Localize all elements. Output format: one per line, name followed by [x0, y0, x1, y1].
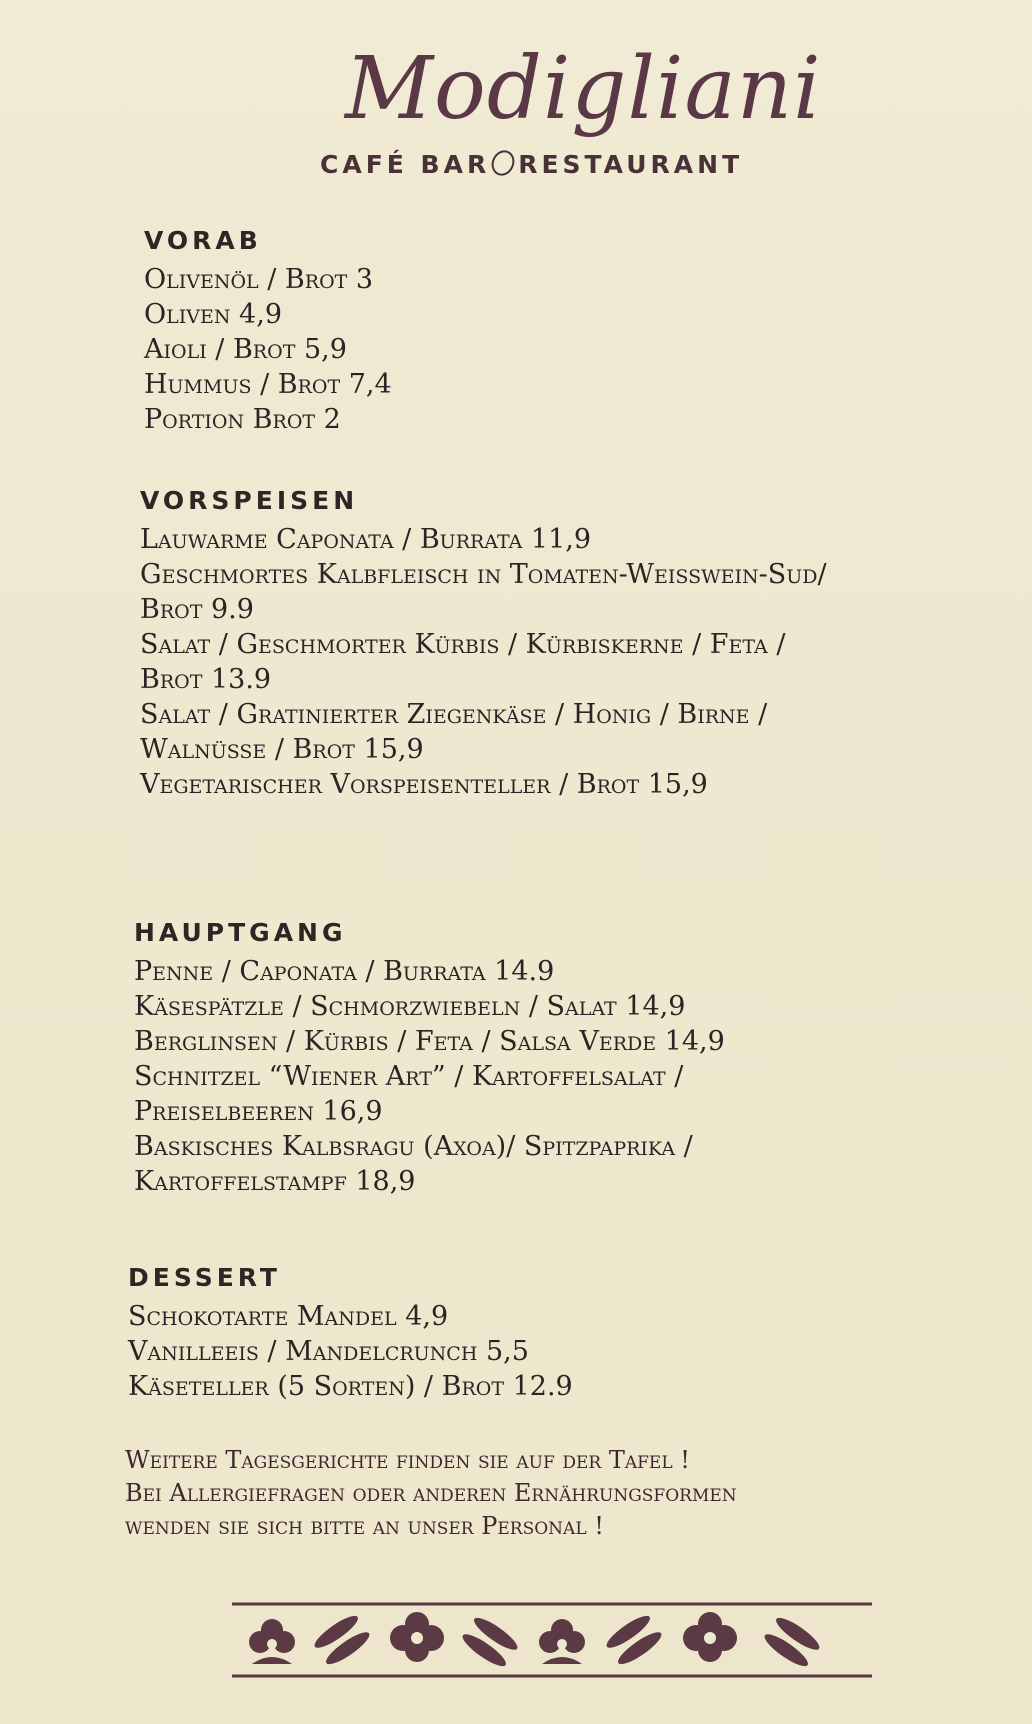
- section-dessert: [128, 1263, 573, 1404]
- menu-item: Oliven 4,9: [144, 299, 282, 330]
- menu-item: Lauwarme Caponata / Burrata 11,9: [140, 524, 592, 555]
- logo-subtitle-right: RESTAURANT: [518, 150, 744, 179]
- menu-item: Preiselbeeren 16,9: [134, 1096, 383, 1127]
- menu-item: Brot 9.9: [140, 594, 254, 625]
- footer-note-line: Weitere Tagesgerichte finden sie auf der Tafel !: [125, 1446, 690, 1474]
- section-title: VORSPEISEN: [140, 486, 359, 515]
- section-vorspeisen: [140, 486, 827, 802]
- menu-item: Salat / Gratinierter Ziegenkäse / Honig / Birne /: [140, 699, 768, 730]
- menu-item: Geschmortes Kalbfleisch in Tomaten-Weißwein-Sud/: [140, 559, 827, 590]
- menu-item: Schnitzel “Wiener Art” / Kartoffelsalat /: [134, 1061, 684, 1092]
- logo-subtitle-left: CAFÉ BAR: [320, 150, 491, 179]
- menu-item: Vegetarischer Vorspeisenteller / Brot 15,9: [140, 769, 708, 800]
- menu-item: Portion Brot 2: [144, 404, 341, 435]
- logo-subtitle: [320, 150, 743, 179]
- footer-note-line: wenden sie sich bitte an unser Personal !: [125, 1512, 604, 1540]
- menu-item: Käsespätzle / Schmorzwiebeln / Salat 14,9: [134, 991, 686, 1022]
- floral-border-icon: [232, 1600, 872, 1680]
- menu-item: Käseteller (5 Sorten) / Brot 12.9: [128, 1371, 573, 1402]
- menu-item: Penne / Caponata / Burrata 14.9: [134, 956, 555, 987]
- menu-item: Salat / Geschmorter Kürbis / Kürbiskerne / Feta /: [140, 629, 786, 660]
- menu-item: Brot 13.9: [140, 664, 272, 695]
- menu-item: Olivenöl / Brot 3: [144, 264, 374, 295]
- menu-item: Aioli / Brot 5,9: [144, 334, 347, 365]
- logo-wordmark: Modigliani: [345, 39, 822, 139]
- section-title: VORAB: [144, 226, 262, 255]
- footer-note-line: Bei Allergiefragen oder anderen Ernährungsformen: [125, 1479, 737, 1507]
- section-title: DESSERT: [128, 1263, 281, 1292]
- menu-item: Walnüsse / Brot 15,9: [140, 734, 424, 765]
- menu-item: Baskisches Kalbsragu (Axoa)/ Spitzpaprika /: [134, 1131, 693, 1162]
- section-title: HAUPTGANG: [134, 918, 347, 947]
- menu-item: Kartoffelstampf 18,9: [134, 1166, 416, 1197]
- menu-item: Hummus / Brot 7,4: [144, 369, 392, 400]
- logo-ellipse-icon: [488, 147, 519, 180]
- section-hauptgang: [134, 918, 725, 1199]
- menu-header: [0, 40, 1032, 190]
- menu-item: Berglinsen / Kürbis / Feta / Salsa Verde 14,9: [134, 1026, 725, 1057]
- menu-item: Schokotarte Mandel 4,9: [128, 1301, 449, 1332]
- section-vorab: [144, 226, 392, 437]
- menu-item: Vanilleeis / Mandelcrunch 5,5: [128, 1336, 529, 1367]
- footer-note: [125, 1444, 737, 1543]
